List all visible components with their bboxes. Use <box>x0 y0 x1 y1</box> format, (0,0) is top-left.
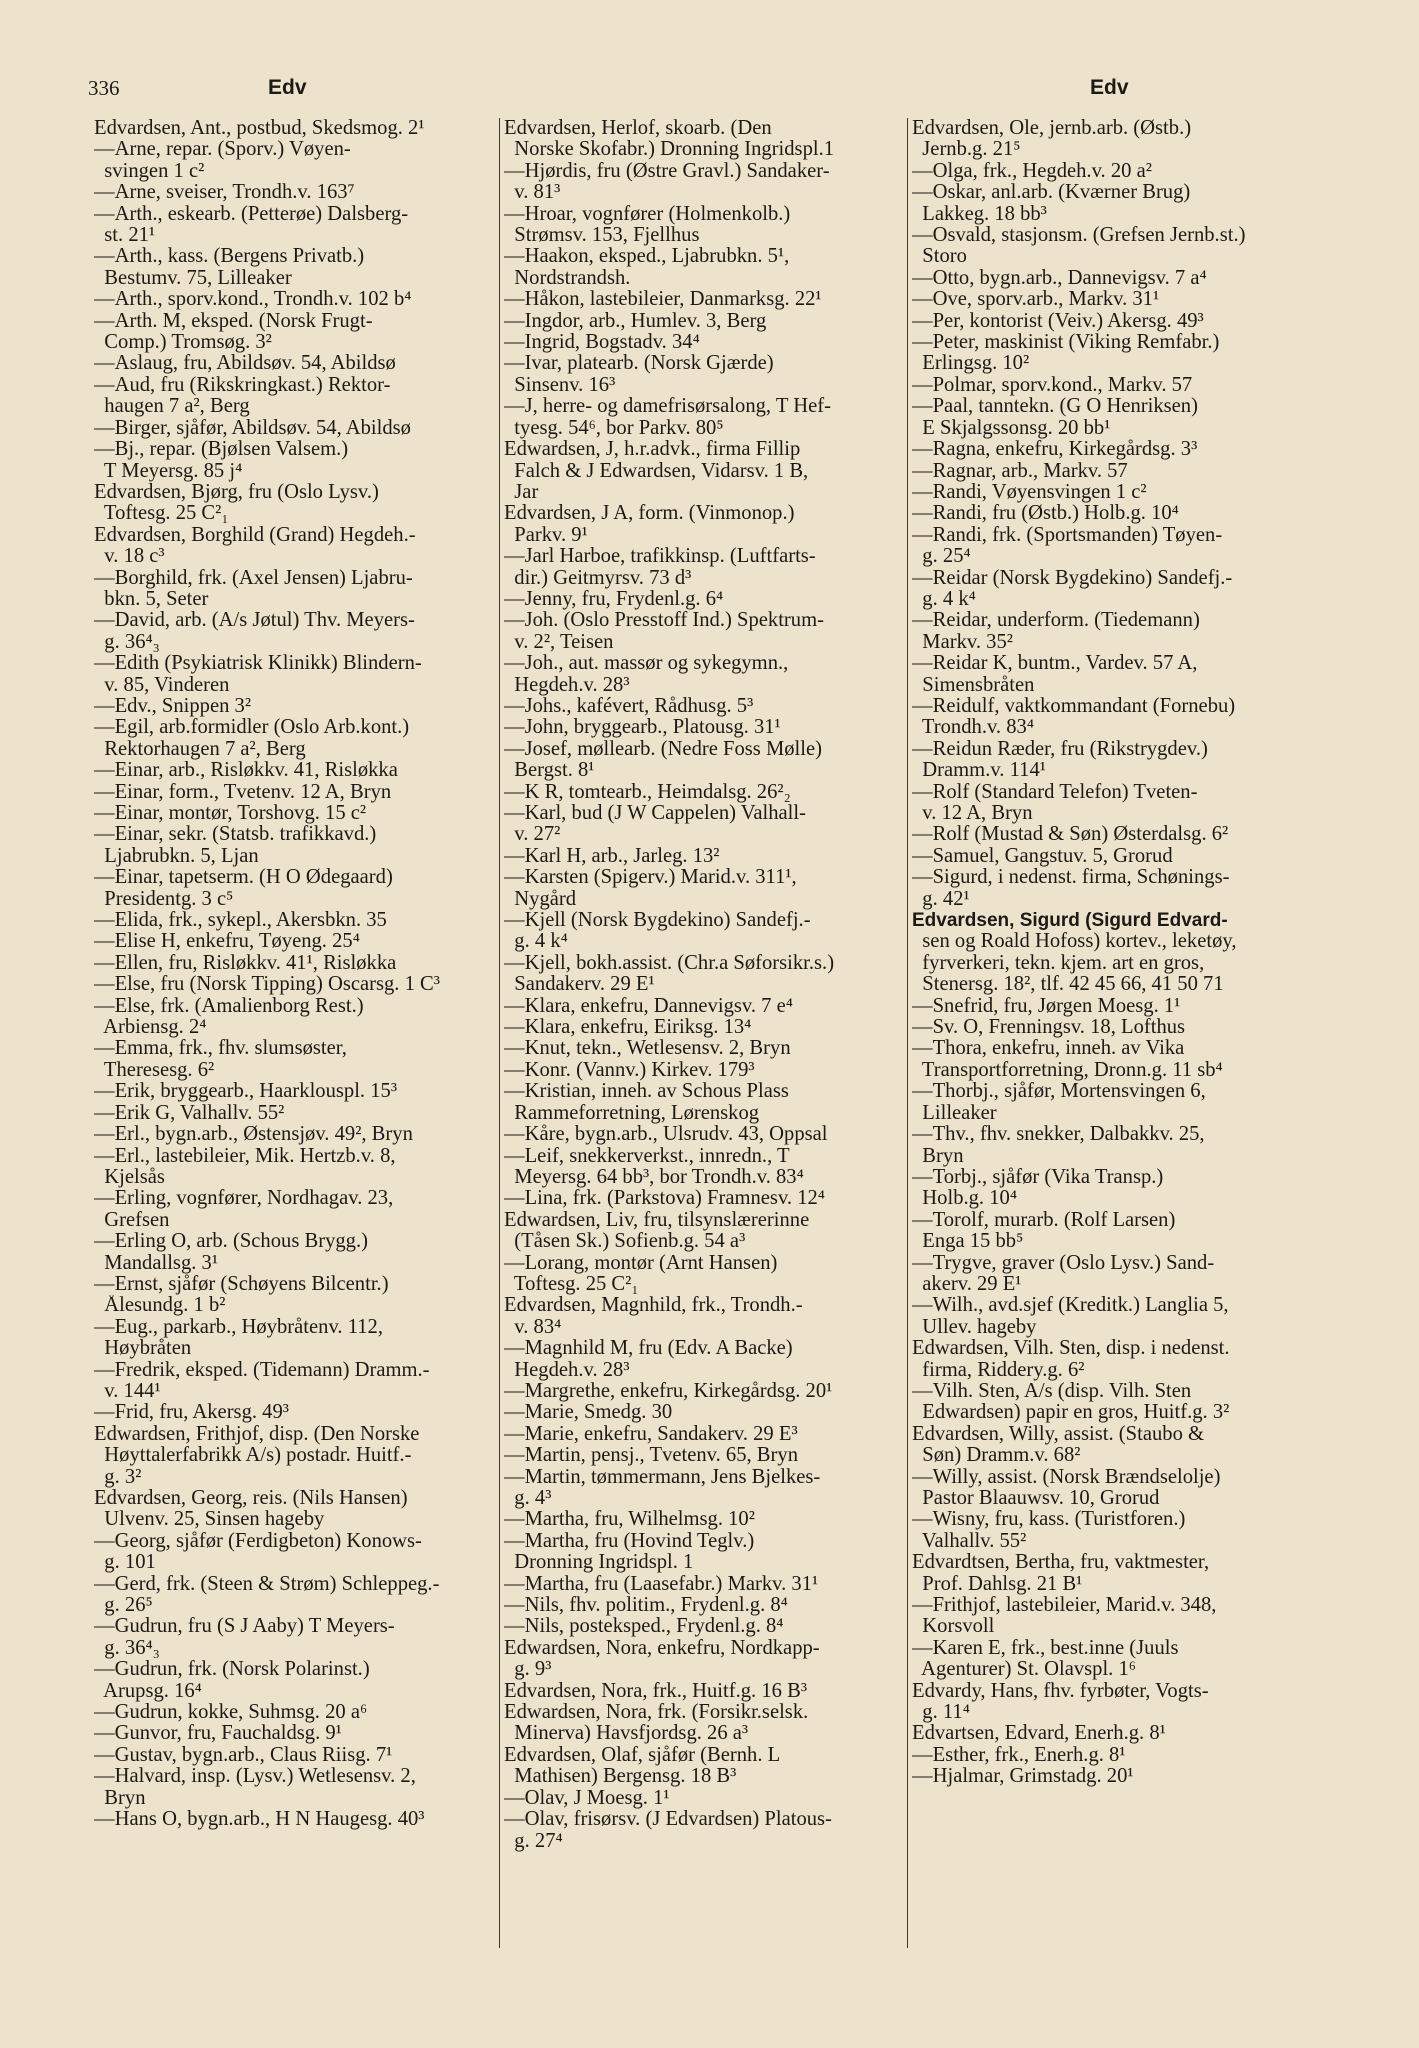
directory-line: Høybråten <box>94 1338 192 1360</box>
directory-line: —Ingdor, arb., Humlev. 3, Berg <box>504 310 767 332</box>
directory-line: —Klara, enkefru, Dannevigsv. 7 e⁴ <box>504 995 793 1017</box>
directory-line: Lilleaker <box>912 1102 997 1124</box>
directory-line: Falch & J Edwardsen, Vidarsv. 1 B, <box>504 460 809 482</box>
directory-line: Edvardtsen, Bertha, fru, vaktmester, <box>912 1552 1210 1574</box>
directory-line: v. 83⁴ <box>504 1316 562 1338</box>
directory-line: Theresesg. 6² <box>94 1059 215 1081</box>
directory-line: Edvardsen, Nora, frk., Huitf.g. 16 B³ <box>504 1680 808 1702</box>
directory-line: —David, arb. (A/s Jøtul) Thv. Meyers- <box>94 610 415 632</box>
directory-line: Nordstrandsh. <box>504 267 631 289</box>
directory-line: Stenersg. 18², tlf. 42 45 66, 41 50 71 <box>912 974 1224 996</box>
directory-line: —Snefrid, fru, Jørgen Moesg. 1¹ <box>912 995 1181 1017</box>
directory-line: Ljabrubkn. 5, Ljan <box>94 845 259 867</box>
directory-line: —Joh. (Oslo Presstoff Ind.) Spektrum- <box>504 610 824 632</box>
directory-line: Toftesg. 25 C²₁ <box>94 503 229 525</box>
directory-line: —Erling, vognfører, Nordhagav. 23, <box>94 1188 394 1210</box>
directory-line: Strømsv. 153, Fjellhus <box>504 225 700 247</box>
directory-line: —Olav, J Moesg. 1¹ <box>504 1787 670 1809</box>
directory-line: —Lina, frk. (Parkstova) Framnesv. 12⁴ <box>504 1188 825 1210</box>
directory-line: Valhallv. 55² <box>912 1530 1027 1552</box>
directory-line: —Randi, fru (Østb.) Holb.g. 10⁴ <box>912 503 1179 525</box>
directory-line: —Marie, Smedg. 30 <box>504 1402 673 1424</box>
column-1 <box>94 118 489 1831</box>
directory-line: g. 11⁴ <box>912 1702 970 1724</box>
directory-line: —Erl., bygn.arb., Østensjøv. 49², Bryn <box>94 1124 413 1146</box>
directory-line: —Karl, bud (J W Cappelen) Valhall- <box>504 803 806 824</box>
directory-line: —Ivar, platearb. (Norsk Gjærde) <box>504 353 774 375</box>
directory-line: —Reidar, underform. (Tiedemann) <box>912 610 1200 632</box>
directory-line: —Håkon, lastebileier, Danmarksg. 22¹ <box>504 289 822 311</box>
directory-line: —Reidulf, vaktkommandant (Fornebu) <box>912 695 1236 717</box>
running-head-left: Edv <box>268 76 307 99</box>
directory-line: g. 27⁴ <box>504 1830 563 1852</box>
directory-line: —Jenny, fru, Frydenl.g. 6⁴ <box>504 588 724 610</box>
directory-line: Pastor Blaauwsv. 10, Grorud <box>912 1488 1160 1509</box>
directory-line: Edvardsen, Ant., postbud, Skedsmog. 2¹ <box>94 118 425 139</box>
directory-line: Rektorhaugen 7 a², Berg <box>94 738 306 760</box>
directory-line: —Reidar (Norsk Bygdekino) Sandefj.- <box>912 567 1233 589</box>
directory-line: —Borghild, frk. (Axel Jensen) Ljabru- <box>94 567 413 589</box>
directory-line: —K R, tomtearb., Heimdalsg. 26²₂ <box>504 781 791 803</box>
directory-line: —Torbj., sjåfør (Vika Transp.) <box>912 1166 1164 1188</box>
directory-line: —Birger, sjåfør, Abildsøv. 54, Abildsø <box>94 417 411 439</box>
directory-line: Hegdeh.v. 28³ <box>504 1359 630 1381</box>
directory-line: Edvardy, Hans, fhv. fyrbøter, Vogts- <box>912 1680 1209 1702</box>
directory-line: —Gerd, frk. (Steen & Strøm) Schleppeg.- <box>94 1573 440 1595</box>
directory-line: —Arne, repar. (Sporv.) Vøyen- <box>94 139 351 161</box>
directory-line: —Martin, tømmermann, Jens Bjelkes- <box>504 1466 821 1488</box>
directory-line: —Vilh. Sten, A/s (disp. Vilh. Sten <box>912 1380 1192 1402</box>
directory-line: Grefsen <box>94 1209 170 1231</box>
directory-line: —Frid, fru, Akersg. 49³ <box>94 1402 289 1424</box>
directory-line: —Gustav, bygn.arb., Claus Riisg. 7¹ <box>94 1744 393 1766</box>
directory-line: —Olga, frk., Hegdeh.v. 20 a² <box>912 160 1152 182</box>
directory-line: haugen 7 a², Berg <box>94 396 250 418</box>
directory-line: (Tåsen Sk.) Sofienb.g. 54 a³ <box>504 1231 746 1253</box>
directory-line: Edvardsen, Georg, reis. (Nils Hansen) <box>94 1488 408 1509</box>
directory-line: —Arth., kass. (Bergens Privatb.) <box>94 246 365 268</box>
directory-line: Prof. Dahlsg. 21 B¹ <box>912 1573 1083 1595</box>
directory-line: —Martha, fru (Hovind Teglv.) <box>504 1530 755 1552</box>
directory-line: —Aud, fru (Rikskringkast.) Rektor- <box>94 374 391 396</box>
directory-line: Toftesg. 25 C²₁ <box>504 1273 639 1295</box>
directory-line: Edvardsen, Borghild (Grand) Hegdeh.- <box>94 524 416 546</box>
directory-line: Edvardsen, Ole, jernb.arb. (Østb.) <box>912 118 1192 139</box>
directory-line: Trondh.v. 83⁴ <box>912 717 1035 739</box>
directory-line: —Reidar K, buntm., Vardev. 57 A, <box>912 653 1198 675</box>
directory-line: —Emma, frk., fhv. slumsøster, <box>94 1038 347 1060</box>
directory-line: g. 4 k⁴ <box>912 588 976 610</box>
directory-line: Sinsenv. 16³ <box>504 374 616 396</box>
directory-line: g. 36⁴₃ <box>94 1637 160 1659</box>
directory-line: —Otto, bygn.arb., Dannevigsv. 7 a⁴ <box>912 267 1207 289</box>
directory-line: firma, Riddery.g. 6² <box>912 1359 1085 1381</box>
directory-line: Minerva) Havsfjordsg. 26 a³ <box>504 1723 749 1745</box>
directory-line: —Lorang, montør (Arnt Hansen) <box>504 1252 778 1274</box>
directory-line: —Elida, frk., sykepl., Akersbkn. 35 <box>94 910 387 932</box>
directory-line: —Randi, frk. (Sportsmanden) Tøyen- <box>912 524 1223 546</box>
directory-line: Bergst. 8¹ <box>504 760 595 782</box>
directory-line: —Kristian, inneh. av Schous Plass <box>504 1081 789 1103</box>
directory-line: —Marie, enkefru, Sandakerv. 29 E³ <box>504 1423 798 1445</box>
directory-line: Enga 15 bb⁵ <box>912 1231 1024 1253</box>
directory-line: Agenturer) St. Olavspl. 1⁶ <box>912 1659 1136 1681</box>
directory-line: —Thora, enkefru, inneh. av Vika <box>912 1038 1185 1060</box>
directory-line: —Oskar, anl.arb. (Kværner Brug) <box>912 182 1191 204</box>
directory-line: Edvardsen, Magnhild, frk., Trondh.- <box>504 1295 803 1317</box>
column-3 <box>912 118 1307 1788</box>
directory-line: g. 4 k⁴ <box>504 931 568 953</box>
directory-line: Dramm.v. 114¹ <box>912 760 1046 782</box>
directory-line: g. 36⁴₃ <box>94 631 160 653</box>
directory-line: Edvardsen, Willy, assist. (Staubo & <box>912 1423 1205 1445</box>
directory-line: v. 81³ <box>504 182 561 204</box>
column-2 <box>504 118 899 1852</box>
directory-line: —Frithjof, lastebileier, Marid.v. 348, <box>912 1595 1217 1617</box>
directory-line: Arbiensg. 2⁴ <box>94 1017 207 1039</box>
directory-line: g. 42¹ <box>912 888 970 910</box>
directory-line: g. 4³ <box>504 1488 552 1509</box>
directory-line: —Magnhild M, fru (Edv. A Backe) <box>504 1338 793 1360</box>
directory-line: —Knut, tekn., Wetlesensv. 2, Bryn <box>504 1038 791 1060</box>
directory-line: —Jarl Harboe, trafikkinsp. (Luftfarts- <box>504 546 816 568</box>
directory-line: —Gudrun, kokke, Suhmsg. 20 a⁶ <box>94 1702 368 1724</box>
directory-line: Edwardsen, Vilh. Sten, disp. i nedenst. <box>912 1338 1230 1360</box>
directory-line: —Einar, tapetserm. (H O Ødegaard) <box>94 867 393 889</box>
directory-line: —Ragna, enkefru, Kirkegårdsg. 3³ <box>912 439 1198 461</box>
directory-line: —Hjalmar, Grimstadg. 20¹ <box>912 1766 1134 1788</box>
directory-line: —Gunvor, fru, Fauchaldsg. 9¹ <box>94 1723 342 1745</box>
directory-line: —Thorbj., sjåfør, Mortensvingen 6, <box>912 1081 1206 1103</box>
directory-line: —Hroar, vognfører (Holmenkolb.) <box>504 203 791 225</box>
directory-line: Storo <box>912 246 967 268</box>
directory-line: —Einar, form., Tvetenv. 12 A, Bryn <box>94 781 392 803</box>
directory-line: E Skjalgssonsg. 20 bb¹ <box>912 417 1111 439</box>
directory-line: —Nils, posteksped., Frydenl.g. 8⁴ <box>504 1616 784 1638</box>
directory-line: Arupsg. 16⁴ <box>94 1680 202 1702</box>
directory-line: —Erl., lastebileier, Mik. Hertzb.v. 8, <box>94 1145 396 1167</box>
directory-line: v. 2², Teisen <box>504 631 614 653</box>
directory-line: Edvardsen, J A, form. (Vinmonop.) <box>504 503 795 525</box>
directory-line: —Arne, sveiser, Trondh.v. 163⁷ <box>94 182 355 204</box>
directory-line: —Gudrun, fru (S J Aaby) T Meyers- <box>94 1616 395 1638</box>
directory-line: —Hjørdis, fru (Østre Gravl.) Sandaker- <box>504 160 830 182</box>
directory-line: —Samuel, Gangstuv. 5, Grorud <box>912 845 1173 867</box>
directory-line: T Meyersg. 85 j⁴ <box>94 460 243 482</box>
directory-line: akerv. 29 E¹ <box>912 1273 1022 1295</box>
directory-line: —Randi, Vøyensvingen 1 c² <box>912 481 1147 503</box>
directory-line: —Johs., kafévert, Rådhusg. 5³ <box>504 695 754 717</box>
directory-line: —Edv., Snippen 3² <box>94 695 251 717</box>
directory-line: —Einar, sekr. (Statsb. trafikkavd.) <box>94 824 377 846</box>
directory-line: v. 18 c³ <box>94 546 165 568</box>
directory-line: dir.) Geitmyrsv. 73 d³ <box>504 567 692 589</box>
directory-line: —Martin, pensj., Tvetenv. 65, Bryn <box>504 1445 798 1467</box>
directory-line: —Ove, sporv.arb., Markv. 31¹ <box>912 289 1160 311</box>
directory-line: —Karsten (Spigerv.) Marid.v. 311¹, <box>504 867 797 889</box>
directory-line: —Josef, møllearb. (Nedre Foss Mølle) <box>504 738 822 760</box>
directory-line: Presidentg. 3 c⁵ <box>94 888 234 910</box>
directory-line: —Edith (Psykiatrisk Klinikk) Blindern- <box>94 653 422 675</box>
directory-line: —Klara, enkefru, Eiriksg. 13⁴ <box>504 1017 752 1039</box>
directory-line: tyesg. 54⁶, bor Parkv. 80⁵ <box>504 417 724 439</box>
directory-line: Transportforretning, Dronn.g. 11 sb⁴ <box>912 1059 1223 1081</box>
directory-line: —Peter, maskinist (Viking Remfabr.) <box>912 332 1220 354</box>
directory-line: Ålesundg. 1 b² <box>94 1295 226 1317</box>
directory-line: Rammeforretning, Lørenskog <box>504 1102 760 1124</box>
directory-line: —Bj., repar. (Bjølsen Valsem.) <box>94 439 349 461</box>
directory-line: Parkv. 9¹ <box>504 524 588 546</box>
directory-line: —Egil, arb.formidler (Oslo Arb.kont.) <box>94 717 410 739</box>
directory-line: Edwardsen, Liv, fru, tilsynslærerinne <box>504 1209 810 1231</box>
directory-line: —Karl H, arb., Jarleg. 13² <box>504 845 720 867</box>
directory-line: —Per, kontorist (Veiv.) Akersg. 49³ <box>912 310 1204 332</box>
directory-line: sen og Roald Hofoss) kortev., leketøy, <box>912 931 1237 953</box>
directory-line: —Elise H, enkefru, Tøyeng. 25⁴ <box>94 931 360 953</box>
directory-line: —Kåre, bygn.arb., Ulsrudv. 43, Oppsal <box>504 1124 828 1146</box>
directory-line: —Gudrun, frk. (Norsk Polarinst.) <box>94 1659 370 1681</box>
directory-line: v. 85, Vinderen <box>94 674 230 696</box>
directory-line: Erlingsg. 10² <box>912 353 1030 375</box>
directory-line: Lakkeg. 18 bb³ <box>912 203 1047 225</box>
directory-line: —Einar, arb., Risløkkv. 41, Risløkka <box>94 760 398 782</box>
directory-line: Mandallsg. 3¹ <box>94 1252 219 1274</box>
directory-line: Bestumv. 75, Lilleaker <box>94 267 292 289</box>
directory-line: —Erling O, arb. (Schous Brygg.) <box>94 1231 368 1253</box>
directory-line: Jar <box>504 481 539 503</box>
directory-line: Kjelsås <box>94 1166 165 1188</box>
directory-line: Bryn <box>94 1787 146 1809</box>
directory-line: —Torolf, murarb. (Rolf Larsen) <box>912 1209 1176 1231</box>
directory-line: v. 144¹ <box>94 1380 161 1402</box>
directory-line: —Erik, bryggearb., Haarklouspl. 15³ <box>94 1081 397 1103</box>
directory-line: Sandakerv. 29 E¹ <box>504 974 655 996</box>
directory-line: —Arth. M, eksped. (Norsk Frugt- <box>94 310 373 332</box>
directory-line: Comp.) Tromsøg. 3² <box>94 332 272 354</box>
directory-line: —Joh., aut. massør og sykegymn., <box>504 653 789 675</box>
directory-line: Meyersg. 64 bb³, bor Trondh.v. 83⁴ <box>504 1166 804 1188</box>
directory-line: —Else, frk. (Amalienborg Rest.) <box>94 995 364 1017</box>
directory-line: —Ernst, sjåfør (Schøyens Bilcentr.) <box>94 1273 389 1295</box>
directory-line: —Aslaug, fru, Abildsøv. 54, Abildsø <box>94 353 396 375</box>
directory-line: Edvardsen, Sigurd (Sigurd Edvard- <box>912 910 1228 932</box>
directory-line: —Erik G, Valhallv. 55² <box>94 1102 285 1124</box>
directory-line: —Kjell (Norsk Bygdekino) Sandefj.- <box>504 910 811 932</box>
directory-line: —Georg, sjåfør (Ferdigbeton) Konows- <box>94 1530 422 1552</box>
directory-line: bkn. 5, Seter <box>94 588 209 610</box>
directory-line: v. 27² <box>504 824 561 846</box>
directory-line: Edvardsen, Olaf, sjåfør (Bernh. L <box>504 1744 781 1766</box>
directory-line: —Olav, frisørsv. (J Edvardsen) Platous- <box>504 1809 832 1831</box>
directory-line: Søn) Dramm.v. 68² <box>912 1445 1081 1467</box>
directory-line: g. 25⁴ <box>912 546 971 568</box>
directory-line: Ullev. hageby <box>912 1316 1037 1338</box>
directory-line: Ulvenv. 25, Sinsen hageby <box>94 1509 325 1531</box>
directory-line: —Martha, fru, Wilhelmsg. 10² <box>504 1509 755 1531</box>
directory-line: —Sigurd, i nedenst. firma, Schønings- <box>912 867 1230 889</box>
directory-line: —Reidun Ræder, fru (Rikstrygdev.) <box>912 738 1208 760</box>
directory-line: —Rolf (Standard Telefon) Tveten- <box>912 781 1198 803</box>
running-head-right: Edv <box>1090 76 1129 99</box>
directory-line: —Trygve, graver (Oslo Lysv.) Sand- <box>912 1252 1215 1274</box>
directory-line: g. 101 <box>94 1552 156 1574</box>
directory-line: —Kjell, bokh.assist. (Chr.a Søforsikr.s.) <box>504 952 835 974</box>
directory-line: —Konr. (Vannv.) Kirkev. 179³ <box>504 1059 755 1081</box>
directory-line: —Osvald, stasjonsm. (Grefsen Jernb.st.) <box>912 225 1246 247</box>
directory-line: Markv. 35² <box>912 631 1013 653</box>
directory-line: Dronning Ingridspl. 1 <box>504 1552 694 1574</box>
directory-line: fyrverkeri, tekn. kjem. art en gros, <box>912 952 1205 974</box>
directory-line: Jernb.g. 21⁵ <box>912 139 1021 161</box>
directory-line: Edvardsen, Herlof, skoarb. (Den <box>504 118 772 139</box>
directory-line: —Fredrik, eksped. (Tidemann) Dramm.- <box>94 1359 430 1381</box>
column-divider <box>907 118 908 1948</box>
directory-line: —Ellen, fru, Risløkkv. 41¹, Risløkka <box>94 952 397 974</box>
directory-line: Høyttalerfabrikk A/s) postadr. Huitf.- <box>94 1445 412 1467</box>
directory-line: —Willy, assist. (Norsk Brændselolje) <box>912 1466 1221 1488</box>
directory-line: —John, bryggearb., Platousg. 31¹ <box>504 717 781 739</box>
directory-line: Korsvoll <box>912 1616 995 1638</box>
directory-line: —Einar, montør, Torshovg. 15 c² <box>94 803 367 824</box>
directory-line: —Halvard, insp. (Lysv.) Wetlesensv. 2, <box>94 1766 416 1788</box>
directory-line: —Wisny, fru, kass. (Turistforen.) <box>912 1509 1186 1531</box>
column-divider <box>499 118 500 1948</box>
directory-line: Edwardsen, J, h.r.advk., firma Fillip <box>504 439 801 461</box>
directory-line: —Thv., fhv. snekker, Dalbakkv. 25, <box>912 1124 1205 1146</box>
directory-line: —Wilh., avd.sjef (Kreditk.) Langlia 5, <box>912 1295 1229 1317</box>
directory-line: g. 9³ <box>504 1659 552 1681</box>
directory-line: Edwardsen, Frithjof, disp. (Den Norske <box>94 1423 420 1445</box>
directory-line: Edwardsen, Nora, frk. (Forsikr.selsk. <box>504 1702 809 1724</box>
directory-line: Nygård <box>504 888 577 910</box>
directory-line: —Nils, fhv. politim., Frydenl.g. 8⁴ <box>504 1595 788 1617</box>
directory-line: —Paal, tanntekn. (G O Henriksen) <box>912 396 1198 418</box>
directory-line: g. 3² <box>94 1466 142 1488</box>
directory-line: —Karen E, frk., best.inne (Juuls <box>912 1637 1179 1659</box>
directory-line: —Martha, fru (Laasefabr.) Markv. 31¹ <box>504 1573 819 1595</box>
directory-line: Simensbråten <box>912 674 1035 696</box>
directory-line: Norske Skofabr.) Dronning Ingridspl.1 <box>504 139 835 161</box>
directory-line: Edvartsen, Edvard, Enerh.g. 8¹ <box>912 1723 1166 1745</box>
directory-line: —Hans O, bygn.arb., H N Haugesg. 40³ <box>94 1809 425 1831</box>
directory-line: —Sv. O, Frenningsv. 18, Lofthus <box>912 1017 1186 1039</box>
directory-line: Edvardsen, Bjørg, fru (Oslo Lysv.) <box>94 481 379 503</box>
directory-line: —Arth., sporv.kond., Trondh.v. 102 b⁴ <box>94 289 412 311</box>
directory-line: Bryn <box>912 1145 964 1167</box>
directory-line: —Ragnar, arb., Markv. 57 <box>912 460 1128 482</box>
directory-line: —Arth., eskearb. (Petterøe) Dalsberg- <box>94 203 409 225</box>
directory-line: Mathisen) Bergensg. 18 B³ <box>504 1766 737 1788</box>
directory-line: —Ingrid, Bogstadv. 34⁴ <box>504 332 700 354</box>
directory-line: —Esther, frk., Enerh.g. 8¹ <box>912 1744 1126 1766</box>
directory-line: —Eug., parkarb., Høybråtenv. 112, <box>94 1316 383 1338</box>
directory-line: Hegdeh.v. 28³ <box>504 674 630 696</box>
directory-line: —Rolf (Mustad & Søn) Østerdalsg. 6² <box>912 824 1229 846</box>
directory-line: —Haakon, eksped., Ljabrubkn. 5¹, <box>504 246 790 268</box>
directory-line: —Else, fru (Norsk Tipping) Oscarsg. 1 C³ <box>94 974 440 996</box>
directory-line: —Polmar, sporv.kond., Markv. 57 <box>912 374 1193 396</box>
directory-line: g. 26⁵ <box>94 1595 153 1617</box>
directory-line: Edwardsen) papir en gros, Huitf.g. 3² <box>912 1402 1230 1424</box>
directory-line: Holb.g. 10⁴ <box>912 1188 1017 1210</box>
page-number: 336 <box>88 76 120 100</box>
directory-line: —J, herre- og damefrisørsalong, T Hef- <box>504 396 831 418</box>
directory-line: v. 12 A, Bryn <box>912 803 1033 824</box>
directory-line: —Leif, snekkerverkst., innredn., T <box>504 1145 790 1167</box>
directory-line: svingen 1 c² <box>94 160 205 182</box>
directory-line: —Margrethe, enkefru, Kirkegårdsg. 20¹ <box>504 1380 833 1402</box>
directory-line: Edwardsen, Nora, enkefru, Nordkapp- <box>504 1637 820 1659</box>
directory-line: st. 21¹ <box>94 225 156 247</box>
